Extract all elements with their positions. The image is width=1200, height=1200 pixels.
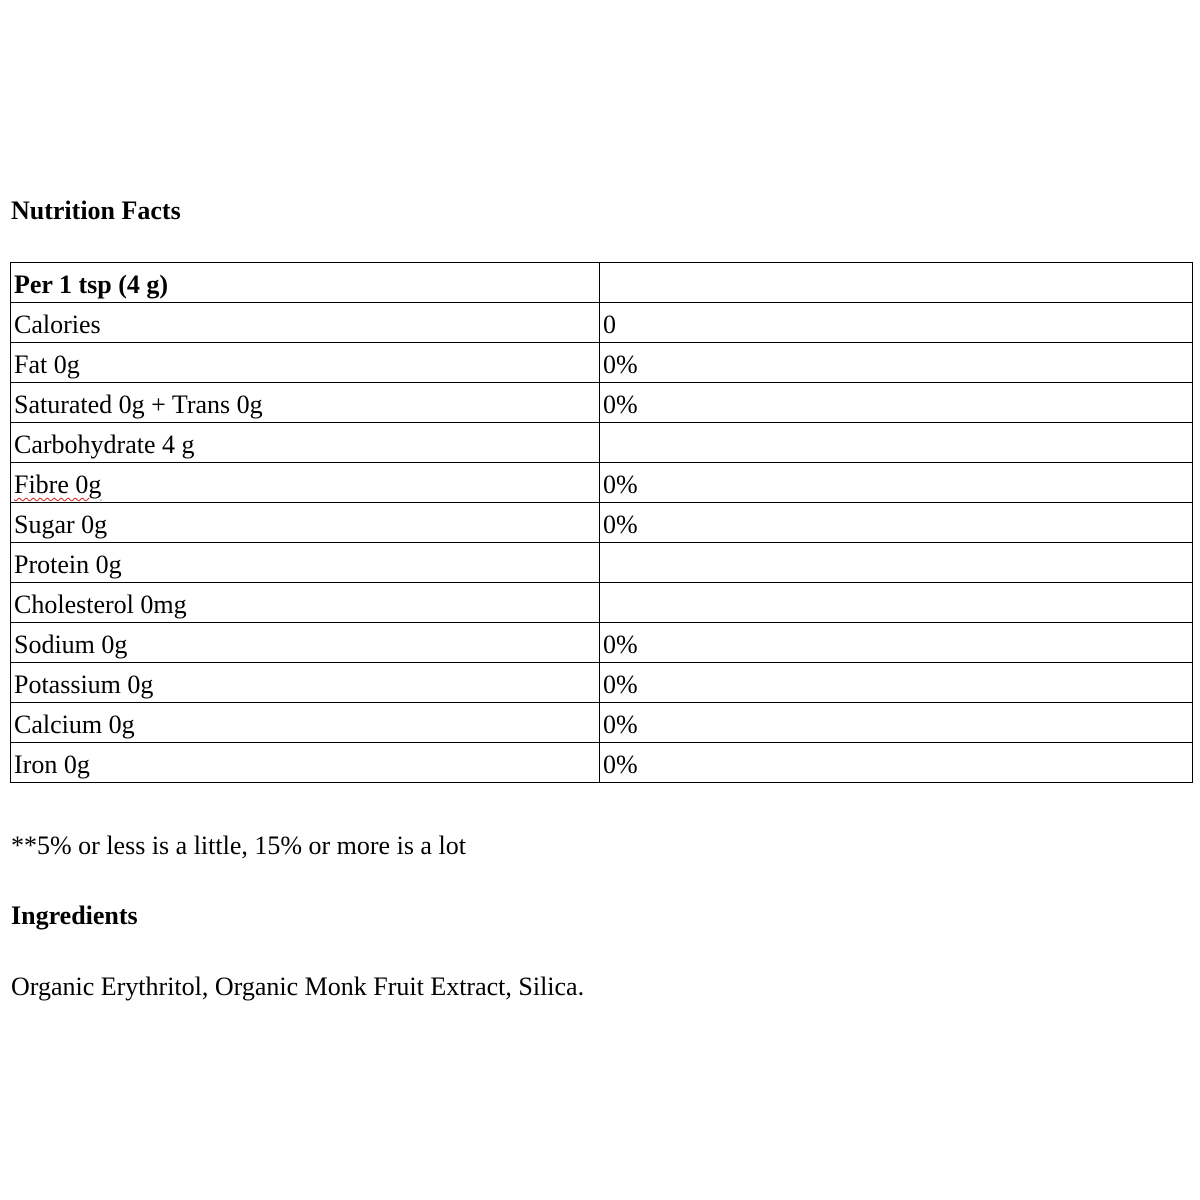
nutrient-value: 0% (600, 463, 1193, 503)
nutrient-value (600, 583, 1193, 623)
serving-size-label: Per 1 tsp (4 g) (11, 263, 600, 303)
nutrient-value: 0% (600, 383, 1193, 423)
table-row (11, 343, 1193, 383)
table-row (11, 583, 1193, 623)
nutrient-label: Protein 0g (11, 543, 600, 583)
nutrient-value (600, 543, 1193, 583)
nutrient-label: Cholesterol 0mg (11, 583, 600, 623)
nutrient-value: 0 (600, 303, 1193, 343)
spellcheck-underlined-label: Fibre 0g (14, 470, 102, 499)
nutrient-label: Iron 0g (11, 743, 600, 783)
table-row (11, 543, 1193, 583)
table-header-row (11, 263, 1193, 303)
table-row (11, 623, 1193, 663)
nutrient-label: Saturated 0g + Trans 0g (11, 383, 600, 423)
document-title: Nutrition Facts (11, 196, 181, 225)
table-row (11, 303, 1193, 343)
nutrient-label: Sodium 0g (11, 623, 600, 663)
nutrient-label: Sugar 0g (11, 503, 600, 543)
nutrient-label: Calcium 0g (11, 703, 600, 743)
nutrient-value: 0% (600, 503, 1193, 543)
table-row (11, 383, 1193, 423)
ingredients-heading: Ingredients (11, 901, 138, 930)
nutrient-value: 0% (600, 663, 1193, 703)
table-row (11, 663, 1193, 703)
nutrient-label: Potassium 0g (11, 663, 600, 703)
table-row (11, 423, 1193, 463)
table-row (11, 463, 1193, 503)
nutrient-label (11, 463, 600, 503)
nutrient-label: Calories (11, 303, 600, 343)
nutrient-value (600, 423, 1193, 463)
nutrient-label: Fat 0g (11, 343, 600, 383)
nutrient-label: Carbohydrate 4 g (11, 423, 600, 463)
nutrient-value: 0% (600, 343, 1193, 383)
nutrition-facts-table (10, 262, 1193, 783)
table-row (11, 503, 1193, 543)
nutrient-value: 0% (600, 743, 1193, 783)
table-row (11, 743, 1193, 783)
nutrient-value: 0% (600, 703, 1193, 743)
daily-value-note: **5% or less is a little, 15% or more is a lot (11, 831, 466, 860)
serving-size-value (600, 263, 1193, 303)
nutrient-value: 0% (600, 623, 1193, 663)
ingredients-text: Organic Erythritol, Organic Monk Fruit Extract, Silica. (11, 972, 585, 1001)
table-row (11, 703, 1193, 743)
